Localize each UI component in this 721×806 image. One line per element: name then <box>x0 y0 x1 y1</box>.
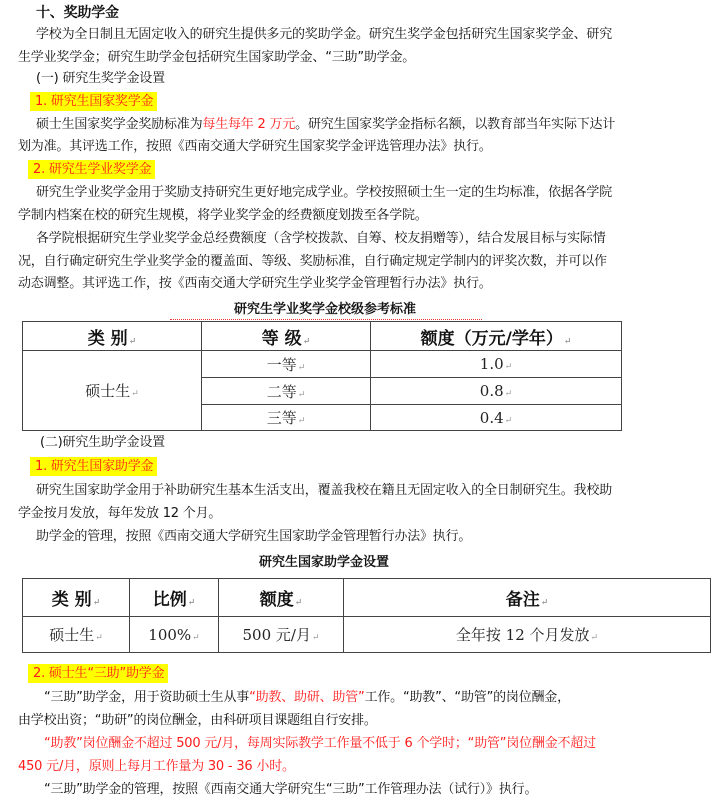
spellcheck-underline <box>170 319 482 320</box>
amount-cell: 0.4↵ <box>371 405 622 431</box>
header-remarks: 备注↵ <box>344 579 711 617</box>
table-row <box>23 351 622 378</box>
roles-highlight: “助教、助研、助管” <box>249 690 365 705</box>
highlighted-heading: 1. 研究生国家助学金 <box>30 457 157 476</box>
grant-subheading: (二)研究生助学金设置 <box>40 435 165 450</box>
header-amount: 额度（万元/学年）↵ <box>371 322 622 351</box>
header-amount: 额度↵ <box>219 579 344 617</box>
amount-cell: 500 元/月↵ <box>219 617 344 653</box>
academic-para2-line-3: 动态调整。其评选工作，按《西南交通大学研究生学业奖学金管理暂行办法》执行。 <box>18 276 492 291</box>
amount-cell: 0.8↵ <box>371 378 622 405</box>
scholarship-subheading: (一) 研究生奖学金设置 <box>36 71 165 86</box>
academic-para2-line-2: 况，自行确定研究生学业奖学金的覆盖面、等级、奖励标准，自行确定规定学制内的评奖次数，并可以作 <box>18 254 607 269</box>
ratio-cell: 100%↵ <box>130 617 219 653</box>
table2-caption: 研究生国家助学金设置 <box>259 555 390 570</box>
level-cell: 二等↵ <box>202 378 371 405</box>
sanzhu-last-line: “三助”助学金的管理，按照《西南交通大学研究生“三助”工作管理办法（试行）》执行。 <box>44 782 538 797</box>
academic-para2-line-1: 各学院根据研究生学业奖学金总经费额度（含学校拨款、自筹、校友捐赠等），结合发展目标与实际情 <box>36 231 606 246</box>
table-row <box>23 617 711 653</box>
header-level: 等 级↵ <box>202 322 371 351</box>
academic-para1-line-2: 学制内档案在校的研究生规模，将学业奖学金的经费额度划拨至各学院。 <box>18 208 428 223</box>
national-grant-line-1: 研究生国家助学金用于补助研究生基本生活支出，覆盖我校在籍且无固定收入的全日制研究生。我校助 <box>36 483 613 498</box>
academic-scholarship-heading <box>28 160 155 180</box>
intro-line-1: 学校为全日制且无固定收入的研究生提供多元的奖助学金。研究生奖学金包括研究生国家奖学金、研究 <box>36 27 613 42</box>
remarks-cell: 全年按 12 个月发放↵ <box>344 617 711 653</box>
section-title: 十、奖助学金 <box>36 5 119 21</box>
level-cell: 三等↵ <box>202 405 371 431</box>
sanzhu-line-1: “三助”助学金，用于资助硕士生从事“助教、助研、助管”工作。“助教”、“助管”的岗位酬金， <box>44 690 570 705</box>
category-cell: 硕士生↵ <box>23 351 202 431</box>
highlighted-heading: 2. 硕士生“三助”助学金 <box>28 664 168 683</box>
level-cell: 一等↵ <box>202 351 371 378</box>
sanzhu-red-line-2: 450 元/月，原则上每月工作量为 30 - 36 小时。 <box>18 759 295 774</box>
sanzhu-red-line-1: “助教”岗位酬金不超过 500 元/月，每周实际教学工作量不低于 6 个学时；“助管”岗位酬金不超过 <box>44 736 596 751</box>
academic-para1-line-1: 研究生学业奖学金用于奖励支持研究生更好地完成学业。学校按照硕士生一定的生均标准，依据各学院 <box>36 185 613 200</box>
intro-line-2: 生学业奖学金；研究生助学金包括研究生国家助学金、“三助”助学金。 <box>18 50 416 65</box>
table1-caption: 研究生学业奖学金校级参考标准 <box>234 302 417 317</box>
national-grant-heading <box>30 457 157 477</box>
national-scholarship-heading <box>30 92 157 112</box>
national-scholarship-line-1: 硕士生国家奖学金奖励标准为每生每年 2 万元。研究生国家奖学金指标名额，以教育部当年实际下达计 <box>36 117 616 132</box>
table-header-row <box>23 322 622 351</box>
header-category: 类 别↵ <box>23 579 130 617</box>
sanzhu-line-2: 由学校出资；“助研”的岗位酬金，由科研项目课题组自行安排。 <box>18 713 377 728</box>
national-grant-table <box>22 578 711 653</box>
national-grant-line-2: 学金按月发放，每年发放 12 个月。 <box>18 506 222 521</box>
category-cell: 硕士生↵ <box>23 617 130 653</box>
award-amount: 每生每年 2 万元 <box>202 117 296 132</box>
amount-cell: 1.0↵ <box>371 351 622 378</box>
highlighted-heading: 1. 研究生国家奖学金 <box>30 92 157 111</box>
table-header-row <box>23 579 711 617</box>
header-category: 类 别↵ <box>23 322 202 351</box>
academic-scholarship-table <box>22 321 622 431</box>
sanzhu-heading <box>28 664 168 684</box>
national-grant-line-3: 助学金的管理，按照《西南交通大学研究生国家助学金管理暂行办法》执行。 <box>36 529 472 544</box>
national-scholarship-line-2: 划为准。其评选工作，按照《西南交通大学研究生国家奖学金评选管理办法》执行。 <box>18 139 492 154</box>
highlighted-heading: 2. 研究生学业奖学金 <box>28 160 155 179</box>
header-ratio: 比例↵ <box>130 579 219 617</box>
